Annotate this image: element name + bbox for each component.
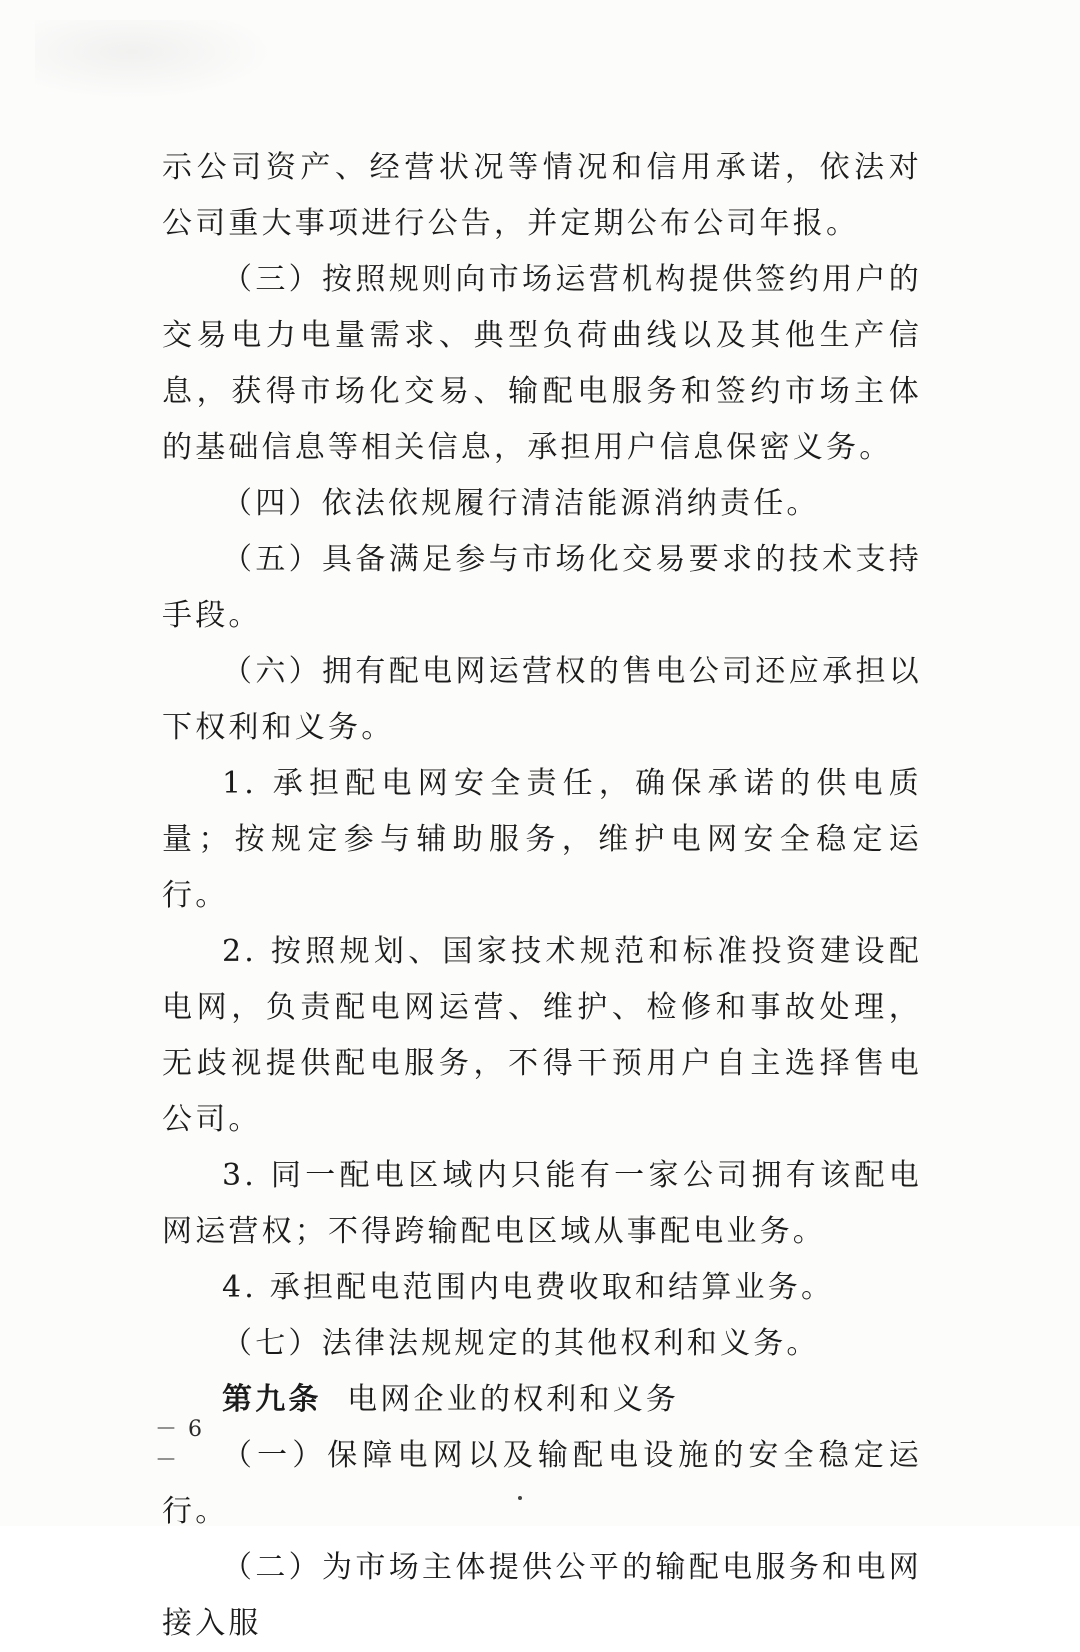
scan-smudge [35,20,275,100]
paragraph-item-3: （三）按照规则向市场运营机构提供签约用户的交易电力电量需求、典型负荷曲线以及其他生产信息，获得市场化交易、输配电服务和签约市场主体的基础信息等相关信息，承担用户信息保密义务。 [162,262,922,465]
paragraph-subitem-1: 1. 承担配电网安全责任，确保承诺的供电质量；按规定参与辅助服务，维护电网安全稳定运行。 [162,766,922,913]
paragraph-subitem-3: 3. 同一配电区域内只能有一家公司拥有该配电网运营权；不得跨输配电区域从事配电业务。 [162,1158,922,1249]
article-title: 电网企业的权利和义务 [347,1382,680,1417]
article-number: 第九条 [222,1382,322,1417]
paragraph-continuation: 示公司资产、经营状况等情况和信用承诺，依法对公司重大事项进行公告，并定期公布公司年报。 [162,150,922,241]
paragraph-subitem-2: 2. 按照规划、国家技术规范和标准投资建设配电网，负责配电网运营、维护、检修和事故处理，无歧视提供配电服务，不得干预用户自主选择售电公司。 [162,934,922,1137]
page-number: － 6 － [155,1417,204,1473]
paragraph-article9-item-2: （二）为市场主体提供公平的输配电服务和电网接入服 [162,1550,922,1641]
document-body [162,140,922,1652]
paragraph-item-7: （七）法律法规规定的其他权利和义务。 [222,1326,820,1361]
scan-dot [518,1496,522,1500]
paragraph-item-6: （六）拥有配电网运营权的售电公司还应承担以下权利和义务。 [162,654,922,745]
paragraph-subitem-4: 4. 承担配电范围内电费收取和结算业务。 [222,1270,835,1305]
paragraph-item-5: （五）具备满足参与市场化交易要求的技术支持手段。 [162,542,922,633]
article-heading-line [162,1372,922,1428]
paragraph-item-4: （四）依法依规履行清洁能源消纳责任。 [222,486,820,521]
paragraph-article9-item-1: （一）保障电网以及输配电设施的安全稳定运行。 [162,1438,922,1529]
